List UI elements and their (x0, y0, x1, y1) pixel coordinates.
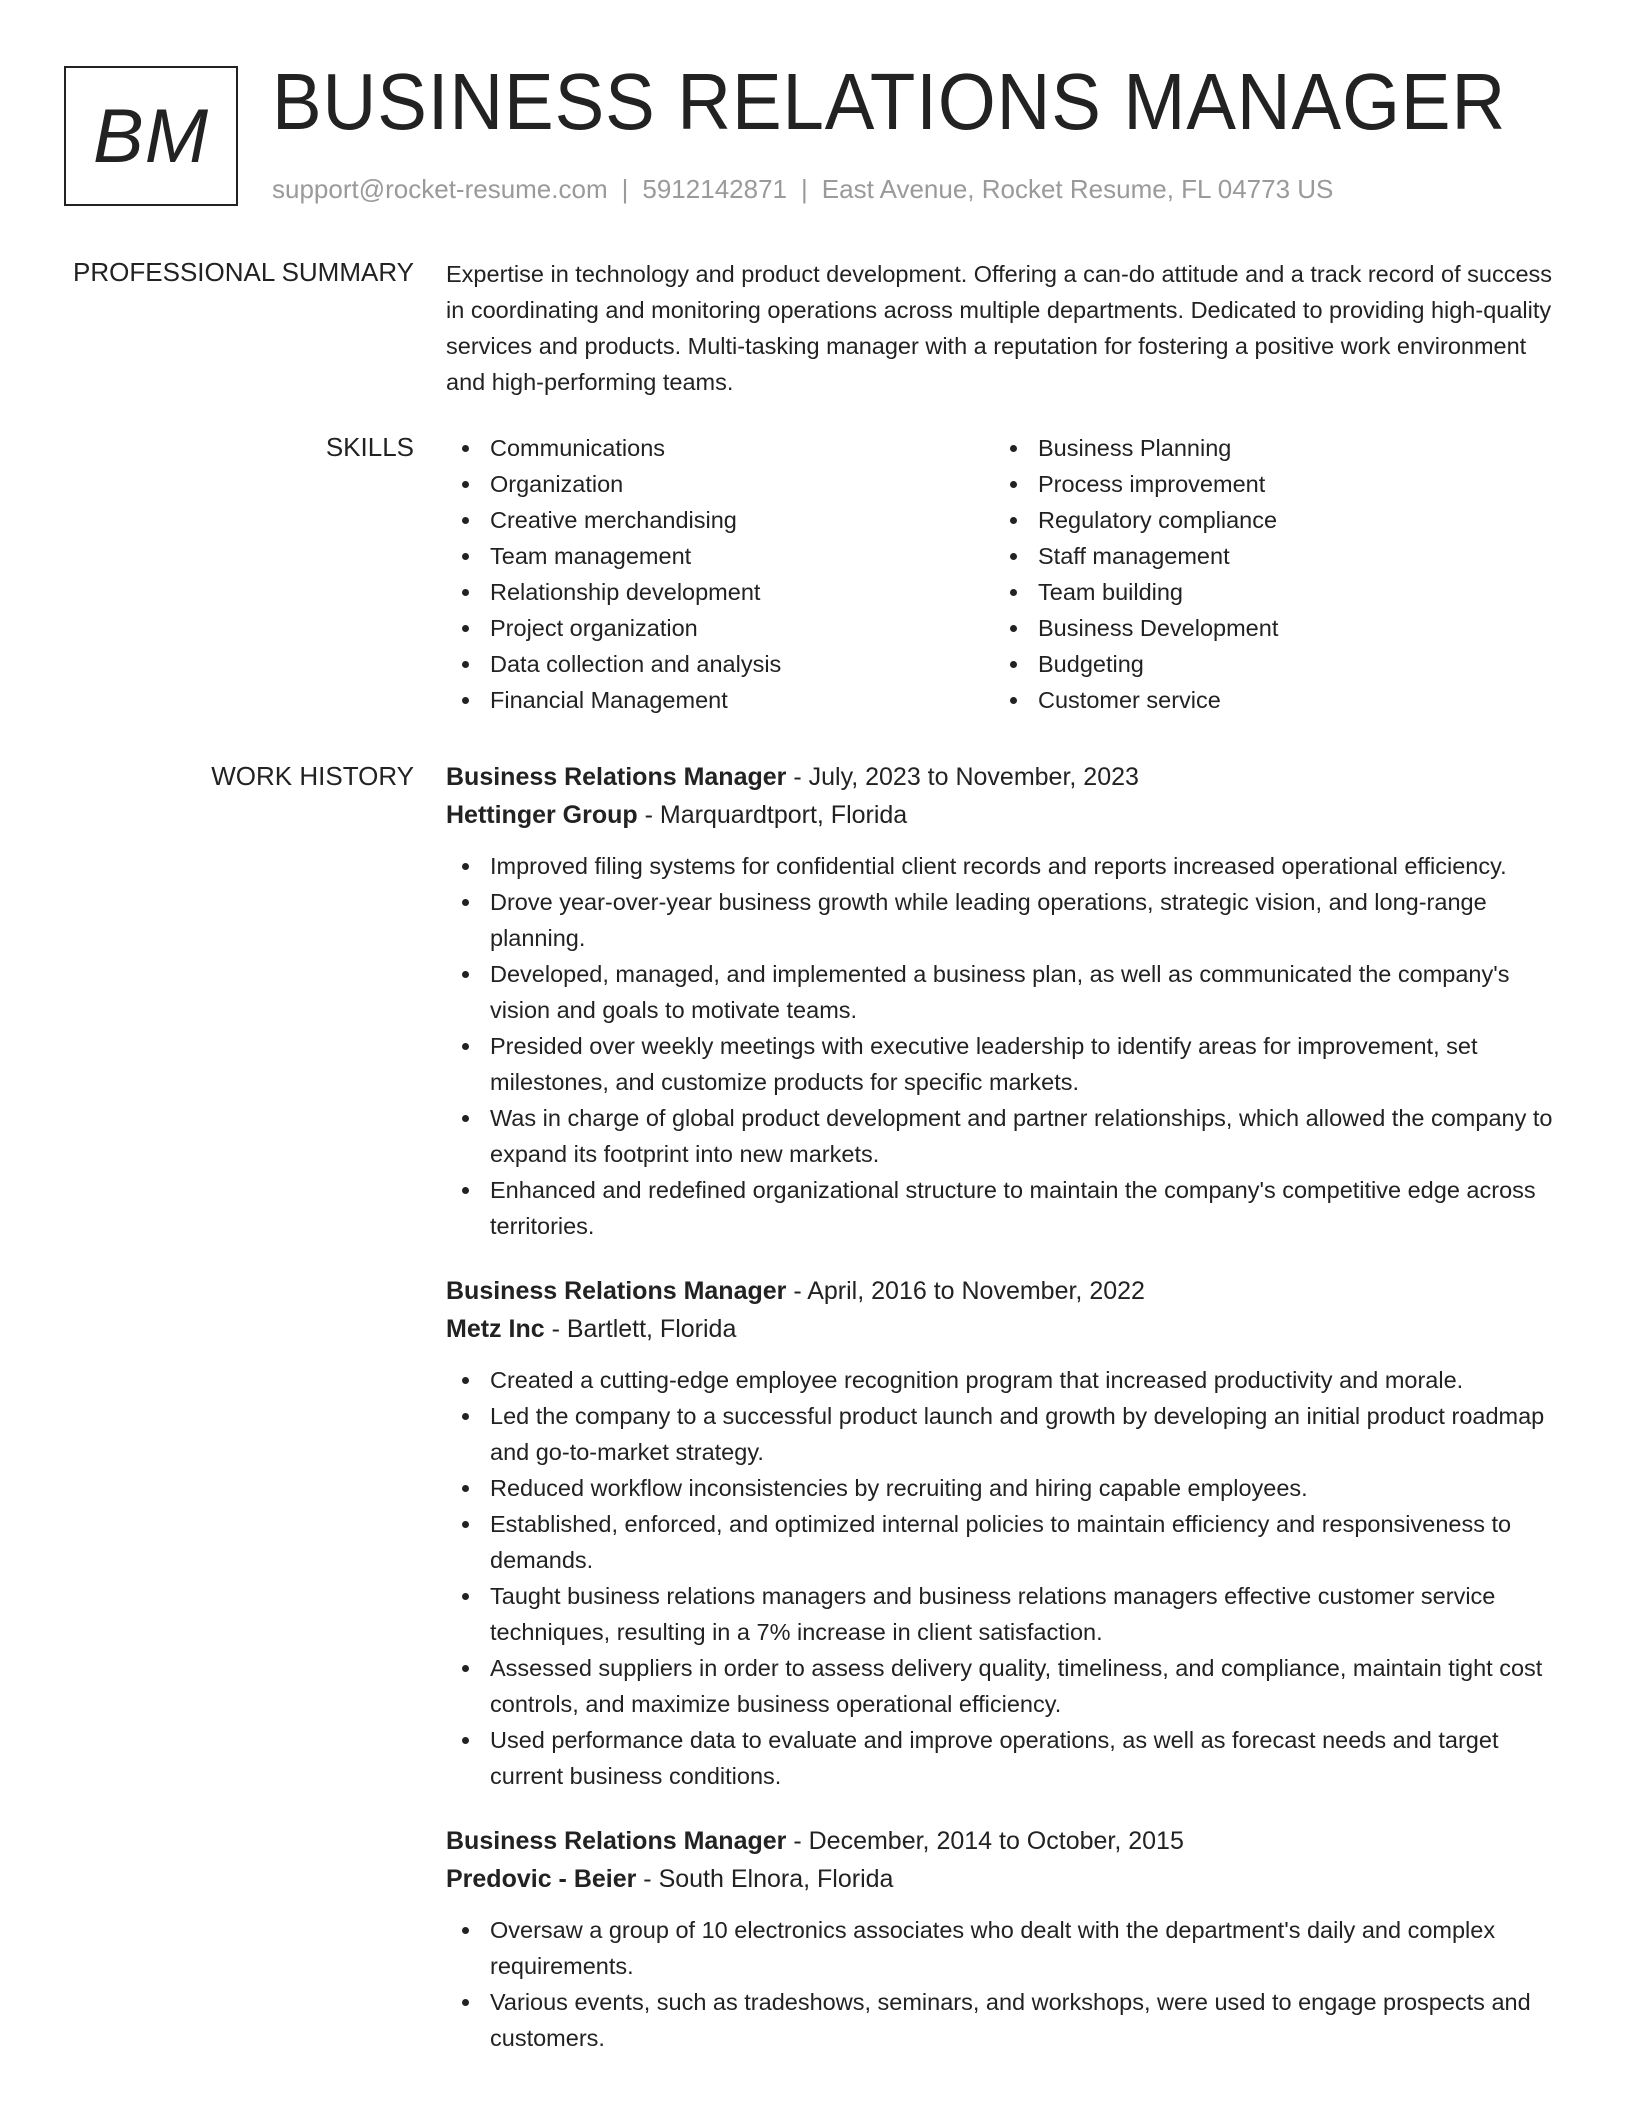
skill-item: Business Development (994, 610, 1542, 646)
monogram-logo: BM (64, 66, 238, 206)
summary-section (446, 256, 1566, 400)
duty-item: Various events, such as tradeshows, seminars, and workshops, were used to engage prospects and customers. (446, 1984, 1566, 2056)
duty-item: Was in charge of global product development and partner relationships, which allowed the company to expand its footprint into new markets. (446, 1100, 1566, 1172)
job-dates: - December, 2014 to October, 2015 (786, 1827, 1184, 1855)
contact-line (272, 174, 1333, 205)
job-duties-list (446, 1912, 1566, 2056)
skill-item: Data collection and analysis (446, 646, 994, 682)
contact-separator: | (621, 174, 629, 204)
job-title: Business Relations Manager (446, 1277, 787, 1305)
job-title: Business Relations Manager (446, 1827, 787, 1855)
skill-item: Budgeting (994, 646, 1542, 682)
duty-item: Reduced workflow inconsistencies by recruiting and hiring capable employees. (446, 1470, 1566, 1506)
job-duties-list (446, 848, 1566, 1244)
skill-item: Organization (446, 466, 994, 502)
contact-address: East Avenue, Rocket Resume, FL 04773 US (821, 174, 1334, 204)
duty-item: Enhanced and redefined organizational structure to maintain the company's competitive edge across territories. (446, 1172, 1566, 1244)
skills-list-right (994, 430, 1542, 718)
duty-item: Drove year-over-year business growth while leading operations, strategic vision, and long-range planning. (446, 884, 1566, 956)
job-duties-list (446, 1362, 1566, 1794)
skill-item: Relationship development (446, 574, 994, 610)
skill-item: Team management (446, 538, 994, 574)
summary-heading: PROFESSIONAL SUMMARY (73, 257, 414, 287)
job-title-line (446, 1272, 1566, 1310)
duty-item: Assessed suppliers in order to assess delivery quality, timeliness, and compliance, maintain tight cost controls, and maximize business operational efficiency. (446, 1650, 1566, 1722)
summary-text: Expertise in technology and product development. Offering a can-do attitude and a track record of success in coordinating and monitoring operations across multiple departments. Dedicated to providing high-quality services and products. Multi-tasking manager with a reputation for fostering a positive work environment and high-performing teams. (446, 261, 1553, 395)
job-entry (446, 1822, 1566, 2056)
job-dates: - April, 2016 to November, 2022 (786, 1277, 1145, 1305)
duty-item: Developed, managed, and implemented a business plan, as well as communicated the company's vision and goals to motivate teams. (446, 956, 1566, 1028)
skill-item: Team building (994, 574, 1542, 610)
page-title: BUSINESS RELATIONS MANAGER (272, 57, 1507, 146)
job-company-line (446, 1310, 1566, 1348)
work-history-section (446, 758, 1566, 2056)
skill-item: Process improvement (994, 466, 1542, 502)
contact-email: support@rocket-resume.com (272, 174, 608, 204)
job-title-line (446, 1822, 1566, 1860)
job-company: Hettinger Group (446, 801, 638, 829)
job-entry (446, 1272, 1566, 1794)
duty-item: Taught business relations managers and business relations managers effective customer service techniques, resulting in a 7% increase in client satisfaction. (446, 1578, 1566, 1650)
skills-list-left (446, 430, 994, 718)
skills-grid (446, 430, 1566, 718)
job-title-line (446, 758, 1566, 796)
duty-item: Created a cutting-edge employee recognition program that increased productivity and morale. (446, 1362, 1566, 1398)
skill-item: Customer service (994, 682, 1542, 718)
job-location: - Marquardtport, Florida (637, 801, 908, 829)
job-company-line (446, 796, 1566, 834)
duty-item: Established, enforced, and optimized internal policies to maintain efficiency and responsiveness to demands. (446, 1506, 1566, 1578)
skill-item: Project organization (446, 610, 994, 646)
skill-item: Communications (446, 430, 994, 466)
job-company: Predovic - Beier (446, 1865, 637, 1893)
duty-item: Used performance data to evaluate and improve operations, as well as forecast needs and target current business conditions. (446, 1722, 1566, 1794)
job-location: - Bartlett, Florida (544, 1315, 737, 1343)
duty-item: Oversaw a group of 10 electronics associates who dealt with the department's daily and complex requirements. (446, 1912, 1566, 1984)
skills-section (446, 430, 1566, 718)
skill-item: Financial Management (446, 682, 994, 718)
skill-item: Regulatory compliance (994, 502, 1542, 538)
work-history-heading: WORK HISTORY (211, 761, 414, 791)
job-entry (446, 758, 1566, 1244)
skills-heading: SKILLS (325, 432, 414, 462)
job-location: - South Elnora, Florida (636, 1865, 894, 1893)
job-company: Metz Inc (446, 1315, 545, 1343)
contact-separator: | (801, 174, 808, 204)
duty-item: Improved filing systems for confidential client records and reports increased operational efficiency. (446, 848, 1566, 884)
duty-item: Presided over weekly meetings with executive leadership to identify areas for improvement, set milestones, and customize products for specific markets. (446, 1028, 1566, 1100)
skill-item: Creative merchandising (446, 502, 994, 538)
job-dates: - July, 2023 to November, 2023 (786, 763, 1139, 791)
duty-item: Led the company to a successful product launch and growth by developing an initial product roadmap and go-to-market strategy. (446, 1398, 1566, 1470)
job-title: Business Relations Manager (446, 763, 787, 791)
skill-item: Business Planning (994, 430, 1542, 466)
skill-item: Staff management (994, 538, 1542, 574)
contact-phone: 5912142871 (642, 174, 787, 204)
job-company-line (446, 1860, 1566, 1898)
